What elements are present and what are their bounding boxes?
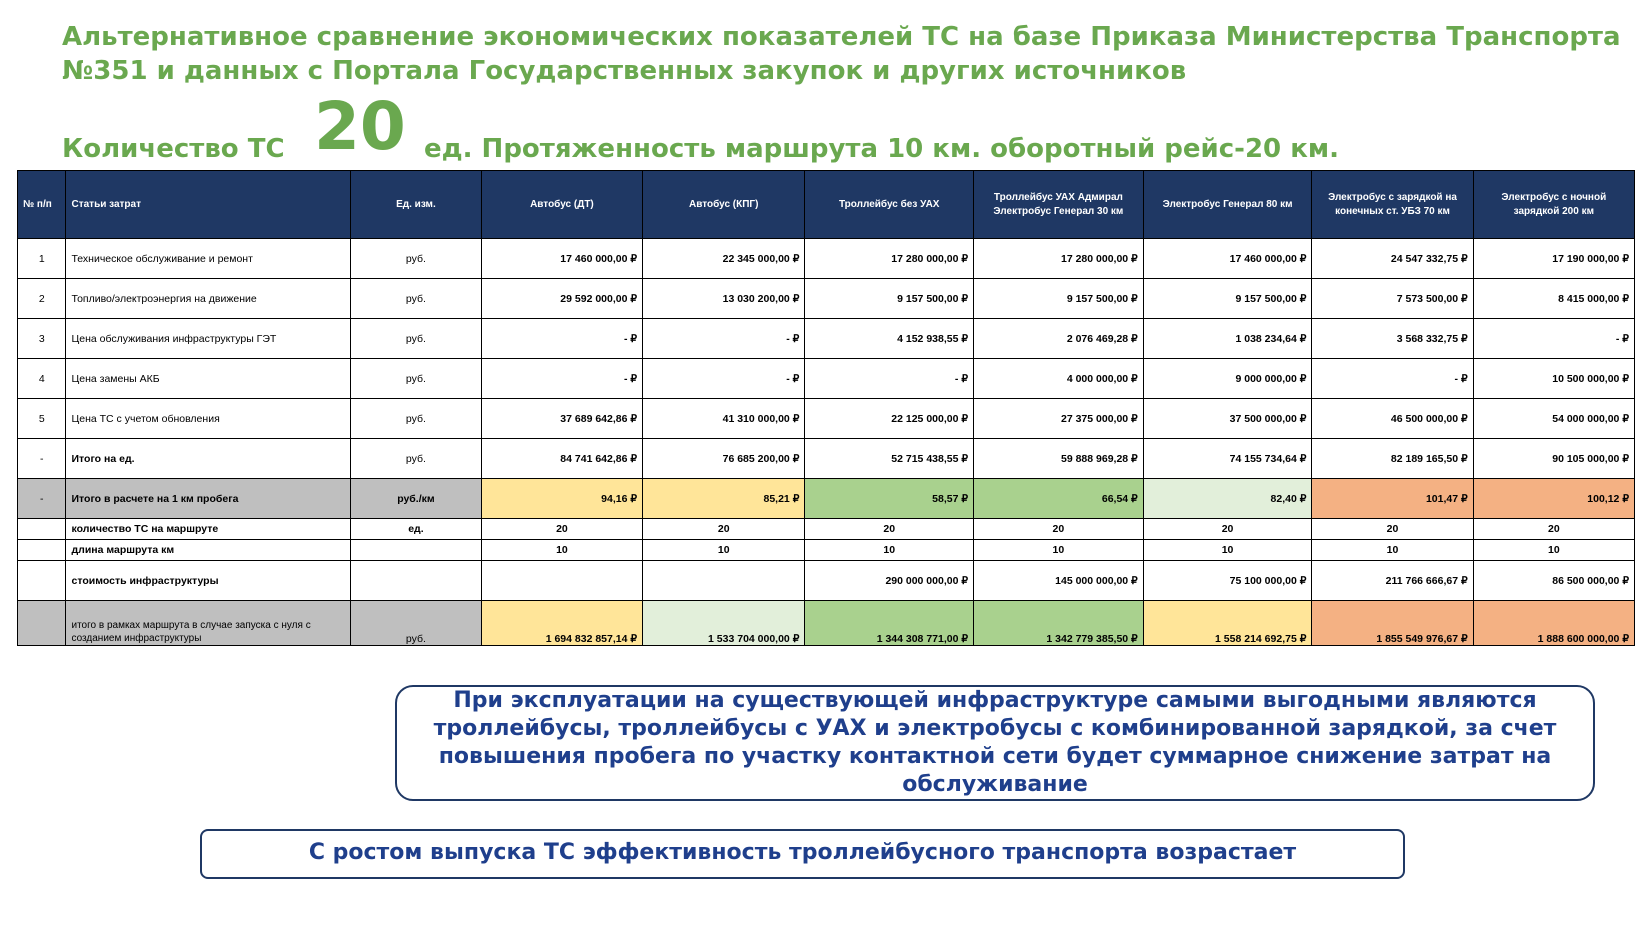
row-number: - <box>18 439 66 479</box>
row-unit: руб. <box>351 359 482 399</box>
value-cell: 84 741 642,86 ₽ <box>481 439 642 479</box>
row-number: 5 <box>18 399 66 439</box>
value-cell: 101,47 ₽ <box>1312 479 1473 519</box>
header-cell: Ед. изм. <box>351 171 482 239</box>
value-cell: 20 <box>805 519 974 540</box>
conclusion-note-infrastructure: При эксплуатации на существующей инфраструктуре самыми выгодными являются троллейбусы, троллейбусы с УАХ и электробусы с комбинированной зарядкой, за счет повышения пробега по участку контактной сети будет суммарное снижение затрат на обслуживание <box>395 685 1595 801</box>
value-cell: 9 157 500,00 ₽ <box>805 279 974 319</box>
conclusion-note-efficiency: С ростом выпуска ТС эффективность троллейбусного транспорта возрастает <box>200 829 1405 879</box>
value-cell: 20 <box>481 519 642 540</box>
value-cell: 75 100 000,00 ₽ <box>1143 561 1312 601</box>
value-cell: 54 000 000,00 ₽ <box>1473 399 1634 439</box>
value-cell: 29 592 000,00 ₽ <box>481 279 642 319</box>
row-item: Итого на ед. <box>66 439 351 479</box>
row-unit: руб./км <box>351 479 482 519</box>
row-unit: руб. <box>351 319 482 359</box>
value-cell: 10 <box>974 540 1144 561</box>
row-item: количество ТС на маршруте <box>66 519 351 540</box>
value-cell: 10 <box>643 540 805 561</box>
table-row <box>18 561 1635 601</box>
value-cell: 20 <box>974 519 1144 540</box>
value-cell: 20 <box>643 519 805 540</box>
subtitle <box>62 88 1642 165</box>
value-cell: 52 715 438,55 ₽ <box>805 439 974 479</box>
value-cell: 22 345 000,00 ₽ <box>643 239 805 279</box>
row-item: Цена обслуживания инфраструктуры ГЭТ <box>66 319 351 359</box>
value-cell: 59 888 969,28 ₽ <box>974 439 1144 479</box>
table-row <box>18 399 1635 439</box>
value-cell: 145 000 000,00 ₽ <box>974 561 1144 601</box>
row-unit: руб. <box>351 399 482 439</box>
row-item: длина маршрута км <box>66 540 351 561</box>
row-number: 4 <box>18 359 66 399</box>
value-cell: 1 558 214 692,75 ₽ <box>1143 601 1312 646</box>
row-item: Цена ТС с учетом обновления <box>66 399 351 439</box>
row-unit: руб. <box>351 601 482 646</box>
value-cell: 9 157 500,00 ₽ <box>974 279 1144 319</box>
value-cell: 58,57 ₽ <box>805 479 974 519</box>
value-cell: 94,16 ₽ <box>481 479 642 519</box>
value-cell: 9 000 000,00 ₽ <box>1143 359 1312 399</box>
header-cell: Статьи затрат <box>66 171 351 239</box>
row-number <box>18 601 66 646</box>
value-cell: 20 <box>1473 519 1634 540</box>
value-cell: 1 694 832 857,14 ₽ <box>481 601 642 646</box>
row-number: - <box>18 479 66 519</box>
value-cell: 1 533 704 000,00 ₽ <box>643 601 805 646</box>
row-number: 1 <box>18 239 66 279</box>
value-cell: 76 685 200,00 ₽ <box>643 439 805 479</box>
cost-comparison-table <box>17 170 1635 646</box>
value-cell: 1 038 234,64 ₽ <box>1143 319 1312 359</box>
value-cell: 41 310 000,00 ₽ <box>643 399 805 439</box>
value-cell: 82 189 165,50 ₽ <box>1312 439 1473 479</box>
value-cell: - ₽ <box>1312 359 1473 399</box>
table-header-row <box>18 171 1635 239</box>
value-cell: 1 342 779 385,50 ₽ <box>974 601 1144 646</box>
table-row <box>18 279 1635 319</box>
row-number <box>18 519 66 540</box>
value-cell: 22 125 000,00 ₽ <box>805 399 974 439</box>
value-cell: 10 500 000,00 ₽ <box>1473 359 1634 399</box>
row-item: Техническое обслуживание и ремонт <box>66 239 351 279</box>
row-unit: руб. <box>351 439 482 479</box>
table-row <box>18 519 1635 540</box>
value-cell: - ₽ <box>1473 319 1634 359</box>
table-row <box>18 239 1635 279</box>
value-cell: 1 855 549 976,67 ₽ <box>1312 601 1473 646</box>
row-item: стоимость инфраструктуры <box>66 561 351 601</box>
value-cell: 2 076 469,28 ₽ <box>974 319 1144 359</box>
row-number: 3 <box>18 319 66 359</box>
value-cell: 10 <box>1143 540 1312 561</box>
value-cell: 7 573 500,00 ₽ <box>1312 279 1473 319</box>
header-cell: Троллейбус УАХ Адмирал Электробус Генерал 30 км <box>974 171 1144 239</box>
table-row-per-km <box>18 479 1635 519</box>
value-cell: 1 344 308 771,00 ₽ <box>805 601 974 646</box>
value-cell: 17 190 000,00 ₽ <box>1473 239 1634 279</box>
value-cell: 10 <box>805 540 974 561</box>
table-row <box>18 540 1635 561</box>
row-number <box>18 540 66 561</box>
value-cell: 1 888 600 000,00 ₽ <box>1473 601 1634 646</box>
value-cell: 10 <box>481 540 642 561</box>
value-cell: - ₽ <box>643 359 805 399</box>
table-row <box>18 359 1635 399</box>
table-row-total <box>18 439 1635 479</box>
table-row-route-total <box>18 601 1635 646</box>
value-cell: 13 030 200,00 ₽ <box>643 279 805 319</box>
value-cell: 90 105 000,00 ₽ <box>1473 439 1634 479</box>
row-unit <box>351 561 482 601</box>
value-cell: 17 460 000,00 ₽ <box>481 239 642 279</box>
header-cell: Автобус (ДТ) <box>481 171 642 239</box>
row-unit: руб. <box>351 239 482 279</box>
row-unit: ед. <box>351 519 482 540</box>
value-cell: - ₽ <box>805 359 974 399</box>
vehicle-count-label: Количество ТС <box>62 134 285 164</box>
value-cell: 211 766 666,67 ₽ <box>1312 561 1473 601</box>
value-cell: 3 568 332,75 ₽ <box>1312 319 1473 359</box>
table-row <box>18 319 1635 359</box>
value-cell: 100,12 ₽ <box>1473 479 1634 519</box>
value-cell <box>481 561 642 601</box>
vehicle-count-value: 20 <box>314 88 406 165</box>
value-cell <box>643 561 805 601</box>
value-cell: 4 152 938,55 ₽ <box>805 319 974 359</box>
value-cell: 27 375 000,00 ₽ <box>974 399 1144 439</box>
header-cell: Электробус с зарядкой на конечных ст. УБЗ 70 км <box>1312 171 1473 239</box>
value-cell: 82,40 ₽ <box>1143 479 1312 519</box>
value-cell: - ₽ <box>481 319 642 359</box>
route-info: ед. Протяженность маршрута 10 км. оборотный рейс-20 км. <box>424 134 1339 164</box>
row-number <box>18 561 66 601</box>
value-cell: 20 <box>1143 519 1312 540</box>
value-cell: - ₽ <box>643 319 805 359</box>
value-cell: 46 500 000,00 ₽ <box>1312 399 1473 439</box>
value-cell: 9 157 500,00 ₽ <box>1143 279 1312 319</box>
value-cell: 74 155 734,64 ₽ <box>1143 439 1312 479</box>
value-cell: 8 415 000,00 ₽ <box>1473 279 1634 319</box>
value-cell: 20 <box>1312 519 1473 540</box>
row-unit <box>351 540 482 561</box>
value-cell: 24 547 332,75 ₽ <box>1312 239 1473 279</box>
value-cell: 17 280 000,00 ₽ <box>805 239 974 279</box>
row-item: Цена замены АКБ <box>66 359 351 399</box>
header-cell: № п/п <box>18 171 66 239</box>
header-cell: Электробус с ночной зарядкой 200 км <box>1473 171 1634 239</box>
page-title: Альтернативное сравнение экономических показателей ТС на базе Приказа Министерства Транспорта №351 и данных с Портала Государственных закупок и других источников <box>62 22 1621 86</box>
value-cell: 10 <box>1473 540 1634 561</box>
value-cell: 66,54 ₽ <box>974 479 1144 519</box>
value-cell: 17 460 000,00 ₽ <box>1143 239 1312 279</box>
header-cell: Электробус Генерал 80 км <box>1143 171 1312 239</box>
value-cell: 10 <box>1312 540 1473 561</box>
value-cell: 4 000 000,00 ₽ <box>974 359 1144 399</box>
value-cell: 290 000 000,00 ₽ <box>805 561 974 601</box>
row-item: итого в рамках маршрута в случае запуска с нуля с созданием инфраструктуры <box>66 601 351 646</box>
row-item: Топливо/электроэнергия на движение <box>66 279 351 319</box>
header-cell: Автобус (КПГ) <box>643 171 805 239</box>
header-cell: Троллейбус без УАХ <box>805 171 974 239</box>
row-number: 2 <box>18 279 66 319</box>
value-cell: 86 500 000,00 ₽ <box>1473 561 1634 601</box>
value-cell: 37 500 000,00 ₽ <box>1143 399 1312 439</box>
value-cell: - ₽ <box>481 359 642 399</box>
value-cell: 17 280 000,00 ₽ <box>974 239 1144 279</box>
row-item: Итого в расчете на 1 км пробега <box>66 479 351 519</box>
value-cell: 37 689 642,86 ₽ <box>481 399 642 439</box>
value-cell: 85,21 ₽ <box>643 479 805 519</box>
row-unit: руб. <box>351 279 482 319</box>
